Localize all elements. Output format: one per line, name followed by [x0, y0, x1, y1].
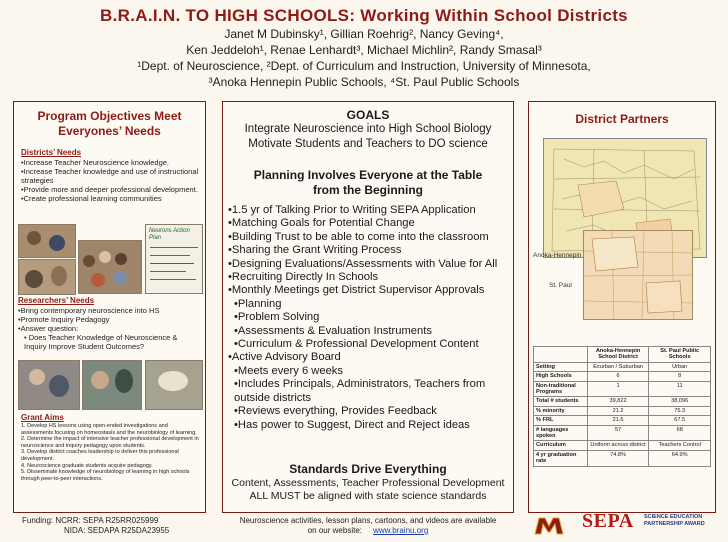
standards-heading: Standards Drive Everything	[289, 462, 447, 476]
standards-line-2: ALL MUST be aligned with state science standards	[249, 490, 487, 502]
table-row-label: High Schools	[534, 372, 588, 381]
classroom-photo-2	[18, 259, 76, 295]
district-partners-title: District Partners	[575, 112, 669, 126]
table-row-label: Setting	[534, 362, 588, 371]
grant-aim-item: 5. Disseminate knowledge of neurobiology of learning in high schools through peer-to-peer interactions.	[21, 469, 190, 482]
table-header-cell	[534, 347, 588, 363]
lab-photo-1	[18, 360, 80, 410]
planning-sub-bullet: •Includes Principals, Administrators, Teachers from	[234, 378, 486, 391]
table-row	[534, 441, 711, 450]
grant-aim-item: 3. Develop district coaches leadership to deliver this professional development.	[21, 449, 179, 462]
planning-heading-line-1: Planning Involves Everyone at the Table	[253, 168, 483, 182]
planning-sub-bullet: •Assessments & Evaluation Instruments	[234, 324, 432, 337]
lab-photo-2	[82, 360, 142, 410]
website-text	[228, 516, 508, 536]
table-row	[534, 362, 711, 371]
poster-header	[0, 6, 728, 90]
grant-aims-heading: Grant Aims	[21, 413, 64, 422]
website-label: on our website:	[307, 526, 362, 535]
website-link[interactable]: www.brainu.org	[373, 526, 429, 535]
action-plan-poster-photo	[145, 224, 203, 294]
metro-detail-map	[583, 230, 693, 320]
researchers-needs-heading: Researchers’ Needs	[18, 296, 95, 305]
table-row-label: Total # students	[534, 397, 588, 406]
planning-bullet: •Designing Evaluations/Assessments with Value for All	[228, 257, 498, 270]
planning-bullet: •Sharing the Grant Writing Process	[228, 244, 402, 257]
st-paul-map-label: St. Paul	[549, 282, 572, 289]
anoka-hennepin-map-label: Anoka-Hennepin	[533, 252, 582, 259]
planning-sub-bullet: •Meets every 6 weeks	[234, 364, 343, 377]
authors-line-2: Ken Jeddeloh¹, Renae Lenhardt³, Michael Michlin², Randy Smasal³	[186, 43, 542, 57]
table-cell: 6	[587, 372, 649, 381]
website-line-1: Neuroscience activities, lesson plans, cartoons, and videos are available	[239, 516, 497, 525]
sepa-logo-text: SEPA	[582, 510, 634, 532]
table-header-cell: St. Paul Public Schools	[649, 347, 711, 363]
table-cell: 74.8%	[587, 450, 649, 466]
grant-aim-item: 4. Neuroscience graduate students acquire pedagogy.	[21, 462, 153, 469]
sepa-logo	[582, 510, 722, 538]
researchers-need-item: •Bring contemporary neuroscience into HS	[18, 306, 160, 315]
planning-panel	[222, 101, 514, 513]
districts-needs-heading: Districts’ Needs	[21, 148, 82, 157]
planning-sub-bullet: •Problem Solving	[234, 311, 320, 324]
affiliations-line-2: ³Anoka Hennepin Public Schools, ⁴St. Paul Public Schools	[208, 75, 520, 89]
planning-bullet: •1.5 yr of Talking Prior to Writing SEPA Application	[228, 204, 476, 216]
researchers-question: • Does Teacher Knowledge of Neuroscience & Inquiry Improve Student Outcomes?	[24, 333, 178, 351]
table-row	[534, 450, 711, 466]
districts-need-item: •Provide more and deeper professional development.	[21, 185, 198, 194]
table-cell: 8	[649, 372, 711, 381]
affiliations-line-1: ¹Dept. of Neuroscience, ²Dept. of Curriculum and Instruction, University of Minnesota,	[137, 59, 591, 73]
table-row	[534, 425, 711, 441]
planning-sub-bullet: •Reviews everything, Provides Feedback	[234, 405, 437, 418]
objectives-panel	[13, 101, 206, 513]
districts-need-item: •Create professional learning communities	[21, 194, 162, 203]
funding-line-1: Funding: NCRR: SEPA R25RR025999	[22, 516, 159, 525]
authors-line-1: Janet M Dubinsky¹, Gillian Roehrig², Nancy Geving⁴,	[224, 27, 504, 41]
table-cell: Uniform across district	[587, 441, 649, 450]
table-cell: Teachers Control	[649, 441, 711, 450]
poster-snippet-text: Neurons Action Plan	[149, 228, 190, 241]
table-cell: 57	[587, 425, 649, 441]
table-row	[534, 406, 711, 415]
researchers-need-item: •Promote Inquiry Pedagogy	[18, 315, 110, 324]
classroom-photo-1	[18, 224, 76, 258]
planning-sub-bullet: •Has power to Suggest, Direct and Reject ideas	[234, 418, 470, 431]
website-line-2	[228, 526, 508, 536]
table-row-label: # languages spoken	[534, 425, 588, 441]
table-row-label: 4 yr graduation rate	[534, 450, 588, 466]
table-row	[534, 416, 711, 425]
districts-need-item: •Increase Teacher knowledge and use of instructional strategies	[21, 167, 199, 185]
university-logo-icon	[533, 514, 565, 536]
planning-bullet: •Monthly Meetings get District Supervisor Approvals	[228, 284, 485, 297]
table-cell: 67.5	[649, 416, 711, 425]
table-cell: 21.2	[587, 406, 649, 415]
table-header-cell: Anoka-Hennepin School District	[587, 347, 649, 363]
table-cell: Exurban / Suburban	[587, 362, 649, 371]
sepa-tagline-1: SCIENCE EDUCATION	[644, 514, 703, 520]
table-cell: 1	[587, 381, 649, 397]
teachers-group-photo	[78, 240, 142, 294]
planning-sub-bullet: •Curriculum & Professional Development Content	[234, 338, 479, 351]
planning-heading-line-2: from the Beginning	[313, 183, 423, 197]
table-cell: 64.9%	[649, 450, 711, 466]
district-partners-panel	[528, 101, 716, 513]
objectives-title-line-2: Everyones’ Needs	[58, 124, 161, 138]
table-cell: 11	[649, 381, 711, 397]
lab-photo-3	[145, 360, 203, 410]
table-cell: 21.6	[587, 416, 649, 425]
table-row-label: % FRL	[534, 416, 588, 425]
table-cell: 38,096	[649, 397, 711, 406]
districts-need-item: •Increase Teacher Neuroscience knowledge.	[21, 158, 169, 167]
planning-bullet: •Active Advisory Board	[228, 351, 341, 364]
researchers-need-item: •Answer question:	[18, 324, 79, 333]
planning-bullet: •Matching Goals for Potential Change	[228, 217, 415, 230]
table-row	[534, 372, 711, 381]
goal-item: Integrate Neuroscience into High School Biology	[244, 123, 492, 135]
objectives-title-line-1: Program Objectives Meet	[37, 109, 182, 123]
planning-bullet: •Recruiting Directly In Schools	[228, 271, 379, 284]
planning-sub-bullet: outside districts	[234, 391, 312, 404]
table-cell: 39,822	[587, 397, 649, 406]
table-row-label: % minority	[534, 406, 588, 415]
table-header-row	[534, 347, 711, 363]
funding-text	[22, 516, 169, 536]
sepa-tagline-2: PARTNERSHIP AWARD	[644, 521, 705, 527]
poster-title: B.R.A.I.N. TO HIGH SCHOOLS: Working Within School Districts	[100, 6, 628, 25]
planning-bullet: •Building Trust to be able to come into the classroom	[228, 230, 489, 243]
table-cell: Urban	[649, 362, 711, 371]
district-comparison-table	[533, 346, 711, 467]
table-row	[534, 397, 711, 406]
standards-line-1: Content, Assessments, Teacher Professional Development	[231, 477, 505, 489]
goals-heading: GOALS	[346, 108, 390, 122]
funding-line-2: NIDA: SEDAPA R25DA23955	[64, 526, 170, 535]
metro-map-lines	[584, 231, 693, 320]
table-cell: 68	[649, 425, 711, 441]
table-row-label: Curriculum	[534, 441, 588, 450]
goal-item: Motivate Students and Teachers to DO science	[248, 138, 488, 150]
table-row	[534, 381, 711, 397]
planning-sub-bullet: •Planning	[234, 297, 282, 310]
table-cell: 75.3	[649, 406, 711, 415]
grant-aim-item: 2. Determine the impact of intensive teacher professional development in neuroscience and inquiry pedagogy upon students.	[21, 436, 199, 449]
grant-aim-item: 1. Develop HS lessons using open-ended investigations and assessments focusing on homeostasis and the neurobiology of learning.	[21, 423, 197, 436]
table-row-label: Non-traditional Programs	[534, 381, 588, 397]
